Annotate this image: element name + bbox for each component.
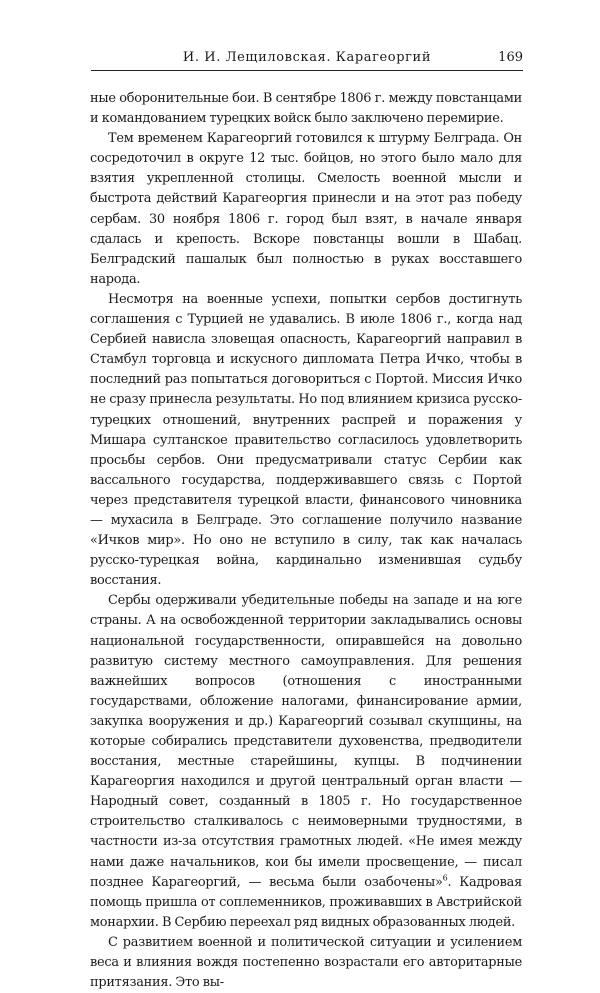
paragraph-5: С развитием военной и политической ситуации и усилением веса и влияния вождя постепенно возрастали его авторитарные притязания. Это вы- [90,934,522,991]
running-header [91,48,523,71]
paragraph-4 [90,591,522,933]
paragraph-1: ные оборонительные бои. В сентябре 1806 г. между повстанцами и командованием турецких войск было заключено перемирие. [90,91,522,127]
paragraph-2: Тем временем Карагеоргий готовился к штурму Белграда. Он сосредоточил в округе 12 тыс. бойцов, но этого было мало для взятия укрепленной столицы. Смелость военной мысли и быстрота действий Карагеоргия принесли и на этот раз победу сербам. 30 ноября 1806 г. город был взят, в начале января сдалась и крепость. Вскоре повстанцы вошли в Шабац. Белградский пашалык был полностью в руках восставшего народа. [90,131,522,287]
paragraph-3: Несмотря на военные успехи, попытки сербов достигнуть соглашения с Турцией не удавались. В июле 1806 г., когда над Сербией нависла зловещая опасность, Карагеоргий направил в Стамбул торговца и искусного дипломата Петра Ичко, чтобы в последний раз попытаться договориться с Портой. Миссия Ичко не сразу принесла результаты. Но под влиянием кризиса русско-турецких отношений, внутренних распрей и поражения у Мишара султанское правительство согласилось удовлетворить просьбы сербов. Они предусматривали статус Сербии как вассального государства, поддерживавшего связь с Портой через представителя турецкой власти, финансового чиновника — мухасила в Белграде. Это соглашение получило название «Ичков мир». Но оно не вступило в силу, так как началась русско-турецкая война, кардинально изменившая судьбу восстания. [90,291,522,589]
running-title: И. И. Лещиловская. Карагеоргий [182,50,432,65]
paragraph-4-text: Сербы одерживали убедительные победы на западе и на юге страны. А на освобожденной территории закладывались основы национальной государственности, опиравшейся на довольно развитую систему местного самоуправления. Для решения важнейших вопросов (отношения с иностранными государствами, обложение налогами, финансирование армии, закупка вооружения и др.) Карагеоргий созывал скупщины, на которые собирались представители духовенства, предводители восстания, местные старейшины, купцы. В подчинении Карагеоргия находился и другой центральный орган власти — Народный совет, созданный в 1805 г. Но государственное строительство сталкивалось с неимоверными трудностями, в частности из-за отсутствия грамотных людей. «Не имея между нами даже начальников, кои бы имели просвещение, — писал позднее Карагеоргий, — весьма были озабочены» [90,593,522,890]
footnote-marker[interactable]: 6 [442,873,448,883]
body-text [90,89,522,993]
page-number: 169 [498,50,523,65]
paragraph-4-text-after: . Кадровая помощь пришла от соплеменников, проживавших в Австрийской монархии. В Сербию переехал ряд видных образованных людей. [90,874,522,930]
